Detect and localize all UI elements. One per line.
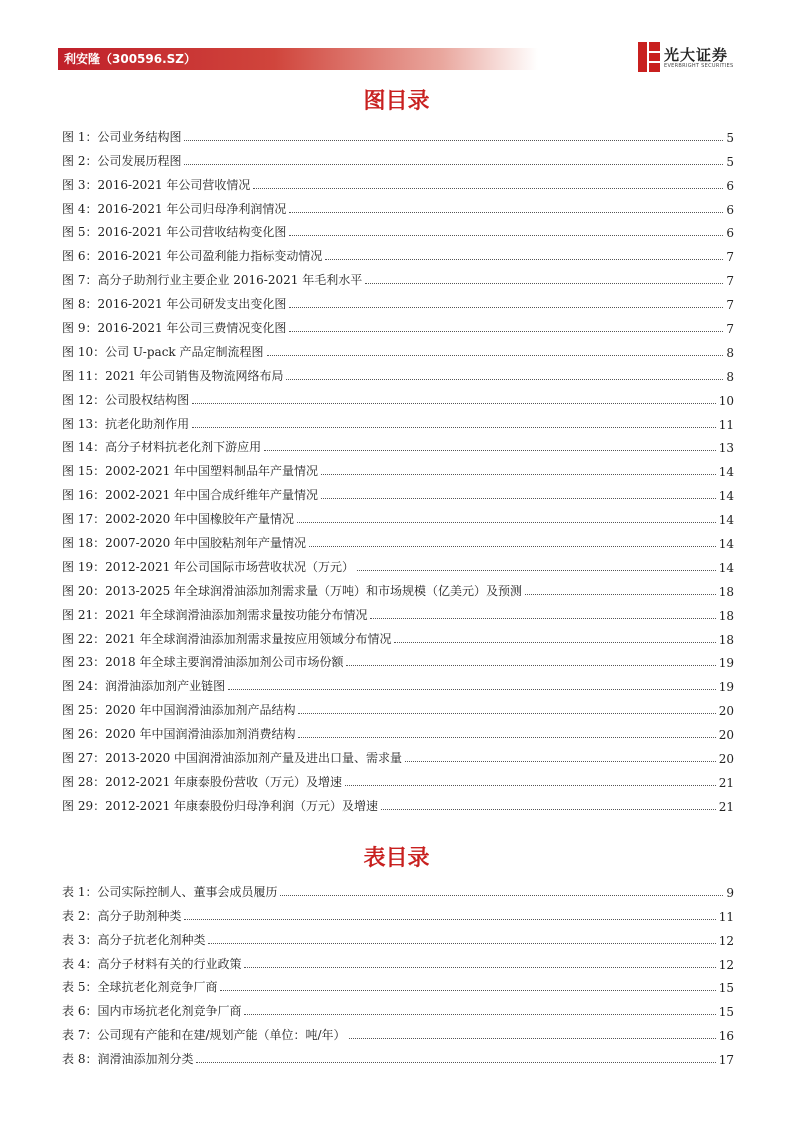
- figure-entry[interactable]: [62, 575, 734, 599]
- dot-leader: [298, 737, 715, 738]
- figure-entry[interactable]: [62, 217, 734, 241]
- figure-entry-label: 图 6：2016-2021 年公司盈利能力指标变动情况: [62, 249, 323, 264]
- table-entry-label: 表 7：公司现有产能和在建/规划产能（单位：吨/年）: [62, 1028, 346, 1043]
- dot-leader: [525, 594, 716, 595]
- figure-entry[interactable]: [62, 264, 734, 288]
- figure-entry-label: 图 21：2021 年全球润滑油添加剂需求量按功能分布情况: [62, 607, 368, 622]
- figure-entry-label: 图 8：2016-2021 年公司研发支出变化图: [62, 297, 287, 312]
- figure-entry-page: 21: [718, 799, 734, 814]
- table-entry-page: 11: [718, 909, 734, 924]
- table-entry-label: 表 6：国内市场抗老化剂竞争厂商: [62, 1004, 242, 1019]
- figure-entry-label: 图 2：公司发展历程图: [62, 153, 182, 168]
- dot-leader: [184, 164, 723, 165]
- figure-entry-page: 8: [726, 345, 734, 360]
- dot-leader: [264, 450, 716, 451]
- figure-entry-label: 图 24：润滑油添加剂产业链图: [62, 679, 226, 694]
- table-entry-label: 表 3：高分子抗老化剂种类: [62, 932, 206, 947]
- figure-entry-label: 图 28：2012-2021 年康泰股份营收（万元）及增速: [62, 774, 343, 789]
- figure-entry-label: 图 1：公司业务结构图: [62, 129, 182, 144]
- figure-entry-page: 10: [718, 393, 734, 408]
- figure-entry-page: 21: [718, 775, 734, 790]
- dot-leader: [321, 474, 716, 475]
- figure-entry-label: 图 3：2016-2021 年公司营收情况: [62, 177, 251, 192]
- dot-leader: [280, 895, 723, 896]
- table-entry-page: 17: [718, 1053, 734, 1068]
- company-ticker: 利安隆（300596.SZ）: [64, 52, 197, 66]
- figure-entry-page: 18: [718, 584, 734, 599]
- dot-leader: [192, 427, 716, 428]
- figure-entry-label: 图 13：抗老化助剂作用: [62, 416, 190, 431]
- figure-entry-page: 14: [718, 513, 734, 528]
- table-entry-page: 12: [718, 933, 734, 948]
- figure-entry-page: 8: [726, 369, 734, 384]
- table-entry[interactable]: [62, 972, 734, 996]
- figure-entry-page: 11: [718, 417, 734, 432]
- figure-entry-label: 图 16：2002-2021 年中国合成纤维年产量情况: [62, 488, 319, 503]
- table-entry-label: 表 5：全球抗老化剂竞争厂商: [62, 980, 218, 995]
- figure-entry[interactable]: [62, 312, 734, 336]
- figure-entry-page: 14: [718, 537, 734, 552]
- table-entry-label: 表 4：高分子材料有关的行业政策: [62, 956, 242, 971]
- figure-entry[interactable]: [62, 336, 734, 360]
- figure-entry-label: 图 9：2016-2021 年公司三费情况变化图: [62, 321, 287, 336]
- figure-entry-page: 7: [726, 274, 734, 289]
- figure-entry-page: 13: [718, 441, 734, 456]
- figure-entry-label: 图 19：2012-2021 年公司国际市场营收状况（万元）: [62, 559, 355, 574]
- figure-entry[interactable]: [62, 623, 734, 647]
- figure-entry-page: 7: [726, 250, 734, 265]
- figure-entry[interactable]: [62, 408, 734, 432]
- figure-entry-page: 5: [726, 154, 734, 169]
- dot-leader: [289, 212, 723, 213]
- table-list: [62, 876, 734, 1067]
- figure-entry-label: 图 7：高分子助剂行业主要企业 2016-2021 年毛利水平: [62, 273, 363, 288]
- table-entry-label: 表 2：高分子助剂种类: [62, 908, 182, 923]
- figure-entry[interactable]: [62, 599, 734, 623]
- figure-entry[interactable]: [62, 647, 734, 671]
- dot-leader: [289, 235, 723, 236]
- logo-chinese-name: 光大证券: [664, 46, 729, 64]
- figure-entry-page: 14: [718, 465, 734, 480]
- figure-entry-label: 图 10：公司 U-pack 产品定制流程图: [62, 344, 264, 359]
- table-entry-label: 表 8：润滑油添加剂分类: [62, 1052, 194, 1067]
- dot-leader: [267, 355, 724, 356]
- figure-entry[interactable]: [62, 288, 734, 312]
- figure-entry[interactable]: [62, 360, 734, 384]
- dot-leader: [196, 1062, 715, 1063]
- dot-leader: [394, 642, 715, 643]
- everbright-logo: [638, 42, 738, 76]
- table-entry[interactable]: [62, 876, 734, 900]
- dot-leader: [309, 546, 716, 547]
- dot-leader: [297, 522, 716, 523]
- table-entry-page: 15: [718, 1005, 734, 1020]
- table-entry[interactable]: [62, 948, 734, 972]
- dot-leader: [321, 498, 716, 499]
- dot-leader: [345, 785, 716, 786]
- dot-leader: [286, 379, 723, 380]
- logo-english-name: EVERBRIGHT SECURITIES: [664, 63, 734, 69]
- figure-entry-page: 14: [718, 560, 734, 575]
- dot-leader: [228, 689, 716, 690]
- table-entry-page: 9: [726, 885, 734, 900]
- figure-entry[interactable]: [62, 455, 734, 479]
- figure-entry-label: 图 12：公司股权结构图: [62, 392, 190, 407]
- figure-entry-label: 图 26：2020 年中国润滑油添加剂消费结构: [62, 727, 296, 742]
- dot-leader: [244, 967, 715, 968]
- table-entry[interactable]: [62, 995, 734, 1019]
- figure-entry-page: 18: [718, 608, 734, 623]
- figure-list-title: 图目录: [363, 89, 430, 114]
- figure-entry-label: 图 18：2007-2020 年中国胶粘剂年产量情况: [62, 536, 307, 551]
- figure-entry-label: 图 20：2013-2025 年全球润滑油添加剂需求量（万吨）和市场规模（亿美元）及预测: [62, 583, 523, 598]
- figure-entry[interactable]: [62, 384, 734, 408]
- dot-leader: [184, 140, 723, 141]
- figure-entry-page: 20: [718, 704, 734, 719]
- figure-entry[interactable]: [62, 766, 734, 790]
- table-entry[interactable]: [62, 924, 734, 948]
- figure-entry[interactable]: [62, 145, 734, 169]
- figure-entry[interactable]: [62, 527, 734, 551]
- figure-entry-label: 图 14：高分子材料抗老化剂下游应用: [62, 440, 262, 455]
- figure-list: [62, 121, 734, 814]
- figure-entry-page: 14: [718, 489, 734, 504]
- dot-leader: [289, 331, 723, 332]
- figure-entry-page: 7: [726, 322, 734, 337]
- dot-leader: [381, 809, 716, 810]
- dot-leader: [349, 1038, 716, 1039]
- figure-entry-page: 6: [726, 226, 734, 241]
- table-entry-page: 15: [718, 981, 734, 996]
- dot-leader: [220, 990, 715, 991]
- figure-entry-label: 图 25：2020 年中国润滑油添加剂产品结构: [62, 703, 296, 718]
- dot-leader: [184, 919, 715, 920]
- figure-entry[interactable]: [62, 694, 734, 718]
- table-list-title: 表目录: [363, 846, 430, 871]
- table-entry-page: 12: [718, 957, 734, 972]
- dot-leader: [298, 713, 715, 714]
- figure-entry[interactable]: [62, 193, 734, 217]
- dot-leader: [365, 283, 723, 284]
- figure-entry-page: 20: [718, 728, 734, 743]
- figure-entry[interactable]: [62, 479, 734, 503]
- figure-entry[interactable]: [62, 790, 734, 814]
- dot-leader: [208, 943, 715, 944]
- figure-entry-label: 图 5：2016-2021 年公司营收结构变化图: [62, 225, 287, 240]
- figure-entry[interactable]: [62, 503, 734, 527]
- dot-leader: [253, 188, 723, 189]
- figure-entry-page: 20: [718, 752, 734, 767]
- dot-leader: [192, 403, 716, 404]
- dot-leader: [370, 618, 715, 619]
- figure-entry-label: 图 4：2016-2021 年公司归母净利润情况: [62, 201, 287, 216]
- figure-entry-page: 6: [726, 202, 734, 217]
- dot-leader: [325, 259, 723, 260]
- figure-entry[interactable]: [62, 742, 734, 766]
- dot-leader: [405, 761, 716, 762]
- everbright-logo-icon: [638, 42, 660, 72]
- figure-entry[interactable]: [62, 432, 734, 456]
- dot-leader: [346, 665, 715, 666]
- figure-entry[interactable]: [62, 551, 734, 575]
- table-entry-label: 表 1：公司实际控制人、董事会成员履历: [62, 884, 278, 899]
- table-entry[interactable]: [62, 1043, 734, 1067]
- figure-entry[interactable]: [62, 169, 734, 193]
- dot-leader: [289, 307, 723, 308]
- figure-entry-page: 5: [726, 130, 734, 145]
- figure-entry-label: 图 11：2021 年公司销售及物流网络布局: [62, 368, 284, 383]
- figure-entry-label: 图 23：2018 年全球主要润滑油添加剂公司市场份额: [62, 655, 344, 670]
- table-entry[interactable]: [62, 1019, 734, 1043]
- figure-entry[interactable]: [62, 718, 734, 742]
- figure-entry-page: 7: [726, 298, 734, 313]
- figure-entry[interactable]: [62, 670, 734, 694]
- table-entry-page: 16: [718, 1029, 734, 1044]
- figure-entry-page: 19: [718, 656, 734, 671]
- figure-entry-label: 图 27：2013-2020 中国润滑油添加剂产量及进出口量、需求量: [62, 751, 403, 766]
- figure-entry-page: 19: [718, 680, 734, 695]
- figure-entry[interactable]: [62, 240, 734, 264]
- figure-entry-label: 图 29：2012-2021 年康泰股份归母净利润（万元）及增速: [62, 798, 379, 813]
- figure-entry-label: 图 22：2021 年全球润滑油添加剂需求量按应用领域分布情况: [62, 631, 392, 646]
- figure-entry-label: 图 17：2002-2020 年中国橡胶年产量情况: [62, 512, 295, 527]
- dot-leader: [244, 1014, 715, 1015]
- figure-entry[interactable]: [62, 121, 734, 145]
- dot-leader: [357, 570, 716, 571]
- figure-entry-page: 18: [718, 632, 734, 647]
- table-entry[interactable]: [62, 900, 734, 924]
- figure-entry-label: 图 15：2002-2021 年中国塑料制品年产量情况: [62, 464, 319, 479]
- figure-entry-page: 6: [726, 178, 734, 193]
